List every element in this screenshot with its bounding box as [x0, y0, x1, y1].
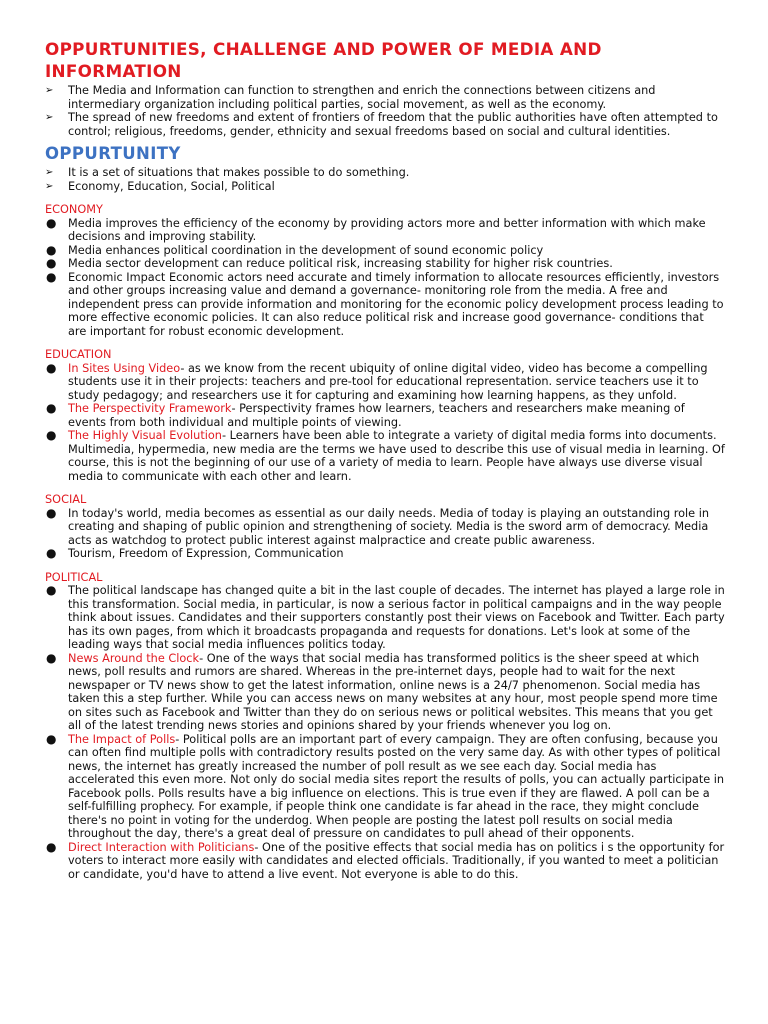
- list-item: [45, 547, 725, 561]
- list-item-term: The Perspectivity Framework: [68, 402, 232, 415]
- list-item: [45, 841, 725, 882]
- arrow-bullet-icon: ➢: [45, 85, 54, 96]
- list-item-text: - as we know from the recent ubiquity of online digital video, video has become a compelling students use it in their projects: teachers and pre-tool for educational representation. service teachers use it to study pedagogy; and researchers use it for capturing and examining how learning happens, as they unfold.: [68, 361, 708, 402]
- list-item-text: Economic Impact Economic actors need accurate and timely information to allocate resources efficiently, investors and other groups increasing value and demand a governance- monitoring role from the media. A free and independent press can provide information and monitoring for the economic policy development process leading to more effective economic policies. It can also reduce political risk and increase good governance- conditions that are important for robust economic development.: [68, 270, 724, 338]
- list-item-text: Media improves the efficiency of the economy by providing actors more and better information with which make decisions and improving stability.: [68, 216, 706, 243]
- list-item-text: It is a set of situations that makes possible to do something.: [68, 166, 410, 179]
- list-item-text: Tourism, Freedom of Expression, Communication: [68, 547, 344, 560]
- social-label: SOCIAL: [45, 493, 87, 506]
- list-item-text: In today's world, media becomes as essential as our daily needs. Media of today is playing an outstanding role in creating and shaping of public opinion and strengthening of society. Media is the sword arm of democracy. Media acts as watchdog to protect public interest against malpractice and create public awareness.: [68, 506, 710, 547]
- bullet-icon: ●: [46, 215, 57, 230]
- bullet-icon: ●: [46, 583, 57, 597]
- list-item: [45, 584, 725, 652]
- list-item: [45, 362, 725, 403]
- bullet-icon: ●: [46, 256, 57, 270]
- bullet-icon: ●: [46, 839, 57, 854]
- list-item: [45, 244, 725, 258]
- page-title: OPPURTUNITIES, CHALLENGE AND POWER OF MEDIA AND INFORMATION: [45, 39, 602, 81]
- arrow-bullet-icon: ➢: [45, 112, 54, 123]
- list-item: [45, 166, 725, 180]
- list-item: [45, 111, 725, 138]
- list-item: [45, 652, 725, 733]
- list-item-text: Economy, Education, Social, Political: [68, 179, 275, 193]
- list-item: [45, 84, 725, 111]
- list-item-text: The political landscape has changed quite a bit in the last couple of decades. The internet has played a large role in this transformation. Social media, in particular, is now a serious factor in political campaigns and in the way people think about issues. Candidates and their supporters constantly post their views on Facebook and Twitter. Each party has its own pages, from which it broadcasts propaganda and requests for donations. Let's look at some of the leading ways that social media influences politics today.: [68, 584, 725, 651]
- list-item: [45, 402, 725, 429]
- list-item-text: - Learners have been able to integrate a variety of digital media forms into documents. Multimedia, hypermedia, new media are the terms we have used to describe this use of visual media in learning. Of course, this is not the beginning of our use of a variety of media to learn. People have always use diverse visual media to communicate with each other and learn.: [68, 429, 725, 483]
- bullet-icon: ●: [46, 269, 57, 284]
- opportunity-list: [45, 166, 725, 193]
- social-list: [45, 507, 725, 561]
- arrow-bullet-icon: ➢: [45, 167, 54, 178]
- education-label: EDUCATION: [45, 348, 112, 361]
- list-item-text: - Political polls are an important part of every campaign. They are often confusing, because you can often find multiple polls with contradictory results posted on the very same day. As with other types of political news, the internet has greatly increased the number of poll result as we see each day. Social media has accelerated this even more. Not only do social media sites report the results of polls, you can actually participate in Facebook polls. Polls results have a big influence on elections. This is true even if they are flawed. A poll can be a self-fulfilling prophecy. For example, if people think one candidate is far ahead in the race, they might conclude there's no point in voting for the underdog. When people are posting the latest poll results on social media throughout the day, there's a great deal of pressure on candidates to pull ahead of their opponents.: [68, 732, 725, 840]
- list-item-text: - Perspectivity frames how learners, teachers and researchers make meaning of events from both individual and multiple points of viewing.: [68, 402, 685, 429]
- education-list: [45, 362, 725, 484]
- economy-label: ECONOMY: [45, 203, 103, 216]
- bullet-icon: ●: [46, 505, 57, 520]
- list-item-term: The Impact of Polls: [68, 732, 176, 746]
- bullet-icon: ●: [46, 401, 57, 415]
- list-item: [45, 257, 725, 271]
- list-item-text: Media sector development can reduce political risk, increasing stability for higher risk countries.: [68, 257, 613, 270]
- list-item-text: - One of the ways that social media has transformed politics is the sheer speed at which news, poll results and rumors are shared. Whereas in the pre-internet days, people had to wait for the next newspaper or TV news show to get the latest information, online news is a 24/7 phenomenon. Social media has taken this a step further. While you can access news on many websites at any hour, most people spend more time on sites such as Facebook and Twitter than they do on serious news or political websites. This means that you get all of the latest trending news stories and opinions shared by your friends whenever you log on.: [68, 651, 718, 732]
- document-page: [45, 38, 725, 881]
- arrow-bullet-icon: ➢: [45, 180, 54, 192]
- bullet-icon: ●: [46, 360, 57, 375]
- list-item-term: Direct Interaction with Politicians: [68, 840, 255, 854]
- list-item-text: The Media and Information can function to strengthen and enrich the connections between citizens and intermediary organization including political parties, social movement, as well as the economy.: [68, 84, 656, 111]
- list-item-text: Media enhances political coordination in the development of sound economic policy: [68, 243, 544, 257]
- list-item: [45, 217, 725, 244]
- opportunity-heading: OPPURTUNITY: [45, 144, 181, 163]
- bullet-icon: ●: [46, 242, 57, 257]
- list-item-term: News Around the Clock: [68, 651, 200, 665]
- list-item: [45, 271, 725, 339]
- list-item-text: The spread of new freedoms and extent of frontiers of freedom that the public authorities have often attempted to control; religious, freedoms, gender, ethnicity and sexual freedoms based on social and cultural identities.: [68, 111, 718, 138]
- bullet-icon: ●: [46, 731, 57, 746]
- economy-list: [45, 217, 725, 339]
- bullet-icon: ●: [46, 546, 57, 560]
- bullet-icon: ●: [46, 428, 57, 442]
- intro-list: [45, 84, 725, 138]
- list-item-text: - One of the positive effects that social media has on politics i s the opportunity for voters to interact more easily with candidates and elected officials. Traditionally, if you wanted to meet a politician or candidate, you'd have to attend a live event. Not everyone is able to do this.: [68, 840, 725, 881]
- list-item-term: In Sites Using Video: [68, 361, 181, 375]
- political-label: POLITICAL: [45, 570, 103, 584]
- list-item: [45, 180, 725, 194]
- list-item: [45, 507, 725, 548]
- list-item: [45, 733, 725, 841]
- list-item-term: The Highly Visual Evolution: [68, 429, 222, 442]
- bullet-icon: ●: [46, 650, 57, 665]
- political-list: [45, 584, 725, 881]
- list-item: [45, 429, 725, 483]
